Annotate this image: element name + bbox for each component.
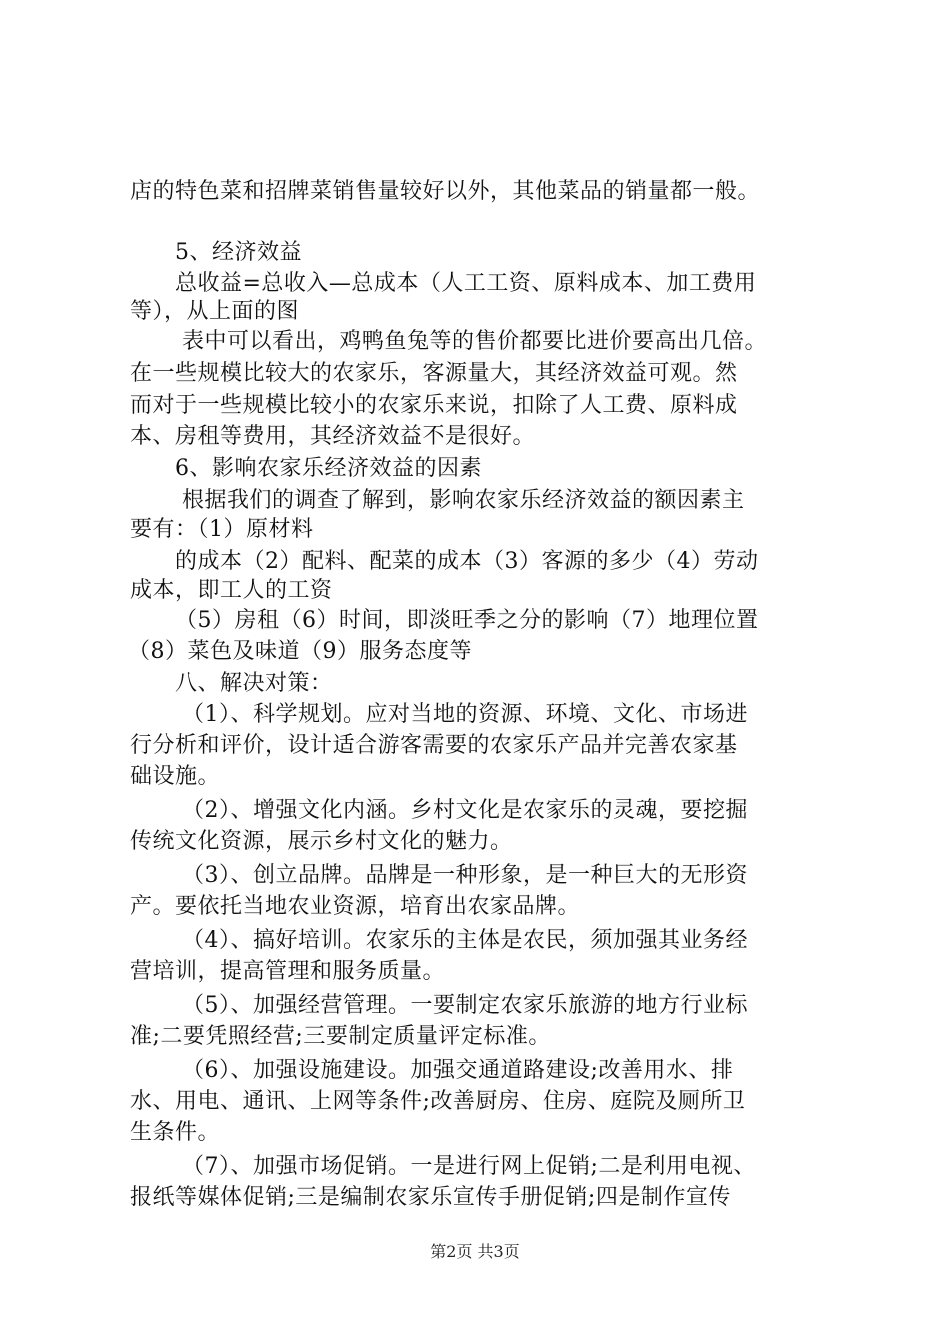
text-line: 根据我们的调查了解到，影响农家乐经济效益的额因素主 [182,488,745,513]
text-line: 店的特色菜和招牌菜销售量较好以外，其他菜品的销量都一般。 [130,179,761,204]
text-line: （5）、加强经营管理。一要制定农家乐旅游的地方行业标 [182,993,748,1018]
text-line: 准;二要凭照经营;三要制定质量评定标准。 [130,1024,551,1049]
text-line: （1）、科学规划。应对当地的资源、环境、文化、市场进 [182,702,748,727]
text-line: （4）、搞好培训。农家乐的主体是农民，须加强其业务经 [182,928,748,953]
text-line: 要有：（1）原材料 [130,517,314,542]
text-line: 本、房租等费用，其经济效益不是很好。 [130,424,536,449]
text-line: 的成本（2）配料、配菜的成本（3）客源的多少（4）劳动 [175,549,759,574]
text-line: （5）房租（6）时间，即淡旺季之分的影响（7）地理位置 [175,608,759,633]
section-heading: 八、解决对策： [175,671,333,696]
text-line: 营培训，提高管理和服务质量。 [130,959,446,984]
text-line: 等），从上面的图 [130,299,300,324]
text-line: 表中可以看出，鸡鸭鱼兔等的售价都要比进价要高出几倍。 [182,329,768,354]
text-line: 成本，即工人的工资 [130,578,333,603]
text-line: （7）、加强市场促销。一是进行网上促销;二是利用电视、 [182,1154,756,1179]
text-line: 生条件。 [130,1120,221,1145]
text-line: 产。要依托当地农业资源，培育出农家品牌。 [130,894,581,919]
text-line: 础设施。 [130,764,221,789]
text-line: 而对于一些规模比较小的农家乐来说，扣除了人工费、原料成 [130,393,738,418]
text-line: 水、用电、通讯、上网等条件;改善厨房、住房、庭院及厕所卫 [130,1089,746,1114]
text-line: 传统文化资源，展示乡村文化的魅力。 [130,829,513,854]
section-heading: 6、影响农家乐经济效益的因素 [175,456,482,481]
text-line: 行分析和评价，设计适合游客需要的农家乐产品并完善农家基 [130,733,738,758]
text-line: （3）、创立品牌。品牌是一种形象，是一种巨大的无形资 [182,863,748,888]
text-line: （8）菜色及味道（9）服务态度等 [128,639,472,664]
page-number: 第2页 共3页 [430,1242,520,1261]
text-line: （2）、增强文化内涵。乡村文化是农家乐的灵魂，要挖掘 [182,798,748,823]
text-line: 报纸等媒体促销;三是编制农家乐宣传手册促销;四是制作宣传 [130,1185,731,1210]
text-line: （6）、加强设施建设。加强交通道路建设;改善用水、排 [182,1058,734,1083]
section-heading: 5、经济效益 [175,240,302,265]
text-line: 总收益=总收入—总成本（人工工资、原料成本、加工费用 [175,271,757,296]
page-footer [0,1240,950,1264]
text-line: 在一些规模比较大的农家乐，客源量大，其经济效益可观。然 [130,361,738,386]
